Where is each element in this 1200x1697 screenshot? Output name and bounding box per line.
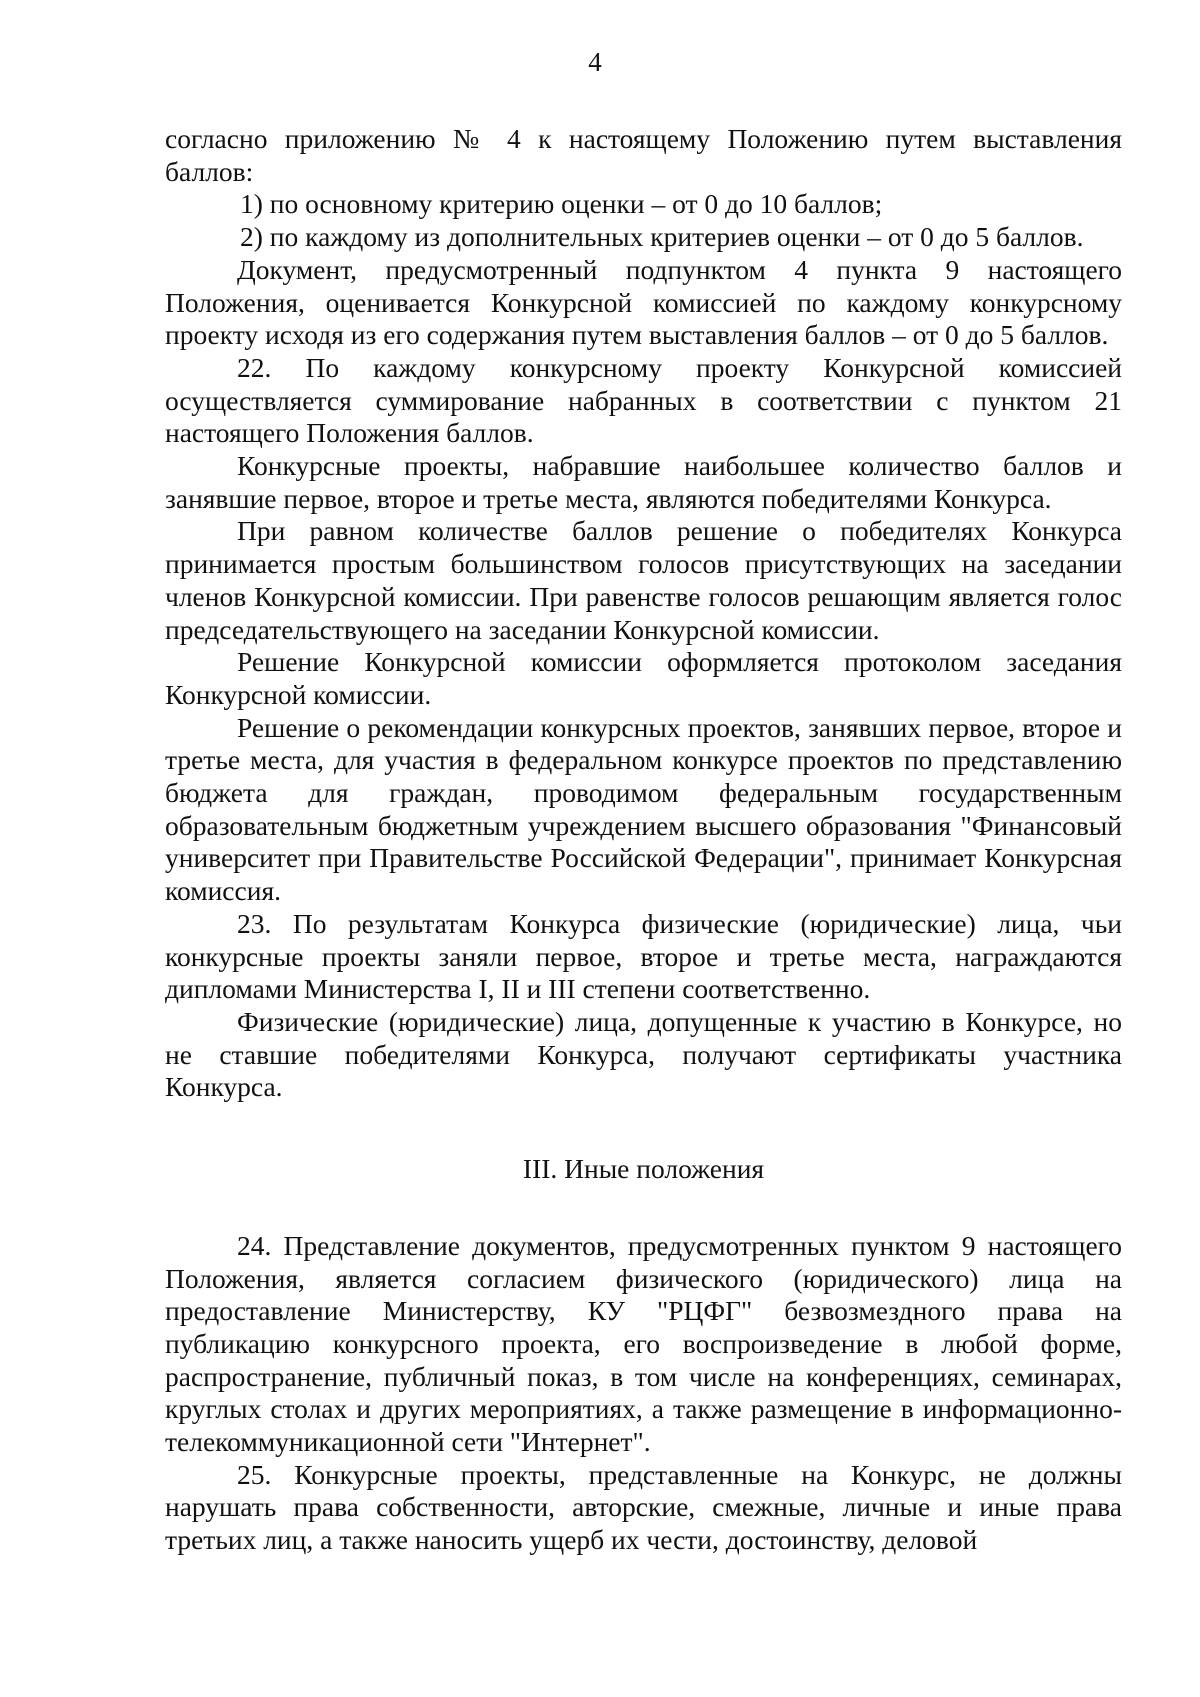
page-number: 4 xyxy=(588,47,602,77)
paragraph-24: 24. Представление документов, предусмотренных пунктом 9 настоящего Положения, является согласием физического (юридического) лица на предоставление Министерству, КУ "РЦФГ" безвозмездного права на публикацию конкурсного проекта, его воспроизведение в любой форме, распространение, публичный показ, в том числе на конференциях, семинарах, круглых столах и других мероприятиях, а также размещение в информационно-телекоммуникационной сети "Интернет". xyxy=(165,1229,1122,1458)
list-item-2: 2) по каждому из дополнительных критериев оценки – от 0 до 5 баллов. xyxy=(240,221,1084,253)
section-heading: III. Иные положения xyxy=(522,1153,765,1185)
document-body xyxy=(165,123,1122,1557)
paragraph-winners: Конкурсные проекты, набравшие наибольшее количество баллов и занявшие первое, второе и третье места, являются победителями Конкурса. xyxy=(165,450,1122,514)
list-item-1: 1) по основному критерию оценки – от 0 до 10 баллов; xyxy=(240,188,883,220)
paragraph-certificates: Физические (юридические) лица, допущенные к участию в Конкурсе, но не ставшие победителями Конкурса, получают сертификаты участника Конкурса. xyxy=(165,1005,1122,1103)
paragraph-equal-score: При равном количестве баллов решение о победителях Конкурса принимается простым большинством голосов присутствующих на заседании членов Конкурсной комиссии. При равенстве голосов решающим является голос председательствующего на заседании Конкурсной комиссии. xyxy=(165,515,1122,645)
paragraph-document-evaluation: Документ, предусмотренный подпунктом 4 пункта 9 настоящего Положения, оценивается Конкурсной комиссией по каждому конкурсному проекту исходя из его содержания путем выставления баллов – от 0 до 5 баллов. xyxy=(165,253,1122,351)
paragraph-23: 23. По результатам Конкурса физические (юридические) лица, чьи конкурсные проекты заняли первое, второе и третье места, награждаются дипломами Министерства I, II и III степени соответственно. xyxy=(165,907,1122,1005)
paragraph-25: 25. Конкурсные проекты, представленные на Конкурс, не должны нарушать права собственности, авторские, смежные, личные и иные права третьих лиц, а также наносить ущерб их чести, достоинству, деловой xyxy=(165,1458,1122,1556)
paragraph-recommendation: Решение о рекомендации конкурсных проектов, занявших первое, второе и третье места, для участия в федеральном конкурсе проектов по представлению бюджета для граждан, проводимом федеральным государственным образовательным бюджетным учреждением высшего образования "Финансовый университет при Правительстве Российской Федерации", принимает Конкурсная комиссия. xyxy=(165,711,1122,907)
paragraph-protocol: Решение Конкурсной комиссии оформляется протоколом заседания Конкурсной комиссии. xyxy=(165,646,1122,710)
paragraph-continuation: согласно приложению № 4 к настоящему Положению путем выставления баллов: xyxy=(165,123,1122,187)
paragraph-22: 22. По каждому конкурсному проекту Конкурсной комиссией осуществляется суммирование набранных в соответствии с пунктом 21 настоящего Положения баллов. xyxy=(165,351,1122,449)
